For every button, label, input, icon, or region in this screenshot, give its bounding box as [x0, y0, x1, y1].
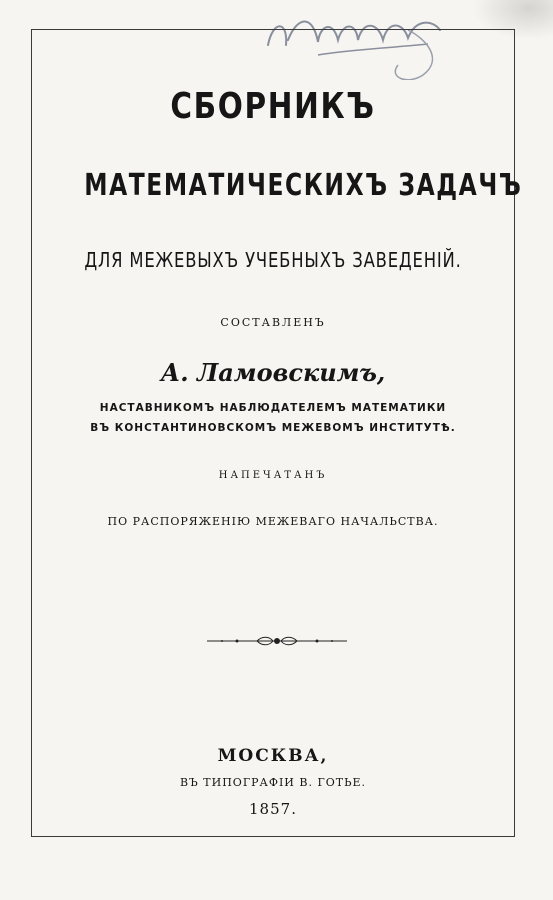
book-title: СБОРНИКЪ	[170, 86, 376, 127]
imprint-printer: ВЪ ТИПОГРАФIИ В. ГОТЬЕ.	[179, 776, 367, 789]
imprint-city: МОСКВА,	[217, 746, 329, 766]
imprint-year: 1857.	[249, 800, 297, 818]
book-purpose: ДЛЯ МЕЖЕВЫХЪ УЧЕБНЫХЪ ЗАВЕДЕНIЙ.	[84, 248, 462, 272]
printed-label: НАПЕЧАТАНЪ	[218, 470, 328, 481]
printing-order: ПО РАСПОРЯЖЕНIЮ МЕЖЕВАГО НАЧАЛЬСТВА.	[107, 515, 439, 528]
author-credentials-line1: НАСТАВНИКОМЪ НАБЛЮДАТЕЛЕМЪ МАТЕМАТИКИ	[99, 402, 447, 414]
book-subtitle: МАТЕМАТИЧЕСКИХЪ ЗАДАЧЪ	[84, 168, 523, 203]
author-credentials-line2: ВЪ КОНСТАНТИНОВСКОМЪ МЕЖЕВОМЪ ИНСТИТУТѢ.	[90, 422, 456, 434]
author-name: А. Ламовскимъ,	[160, 358, 386, 387]
decorative-rule-ornament	[207, 634, 347, 648]
compiled-label: СОСТАВЛЕНЪ	[220, 316, 326, 329]
